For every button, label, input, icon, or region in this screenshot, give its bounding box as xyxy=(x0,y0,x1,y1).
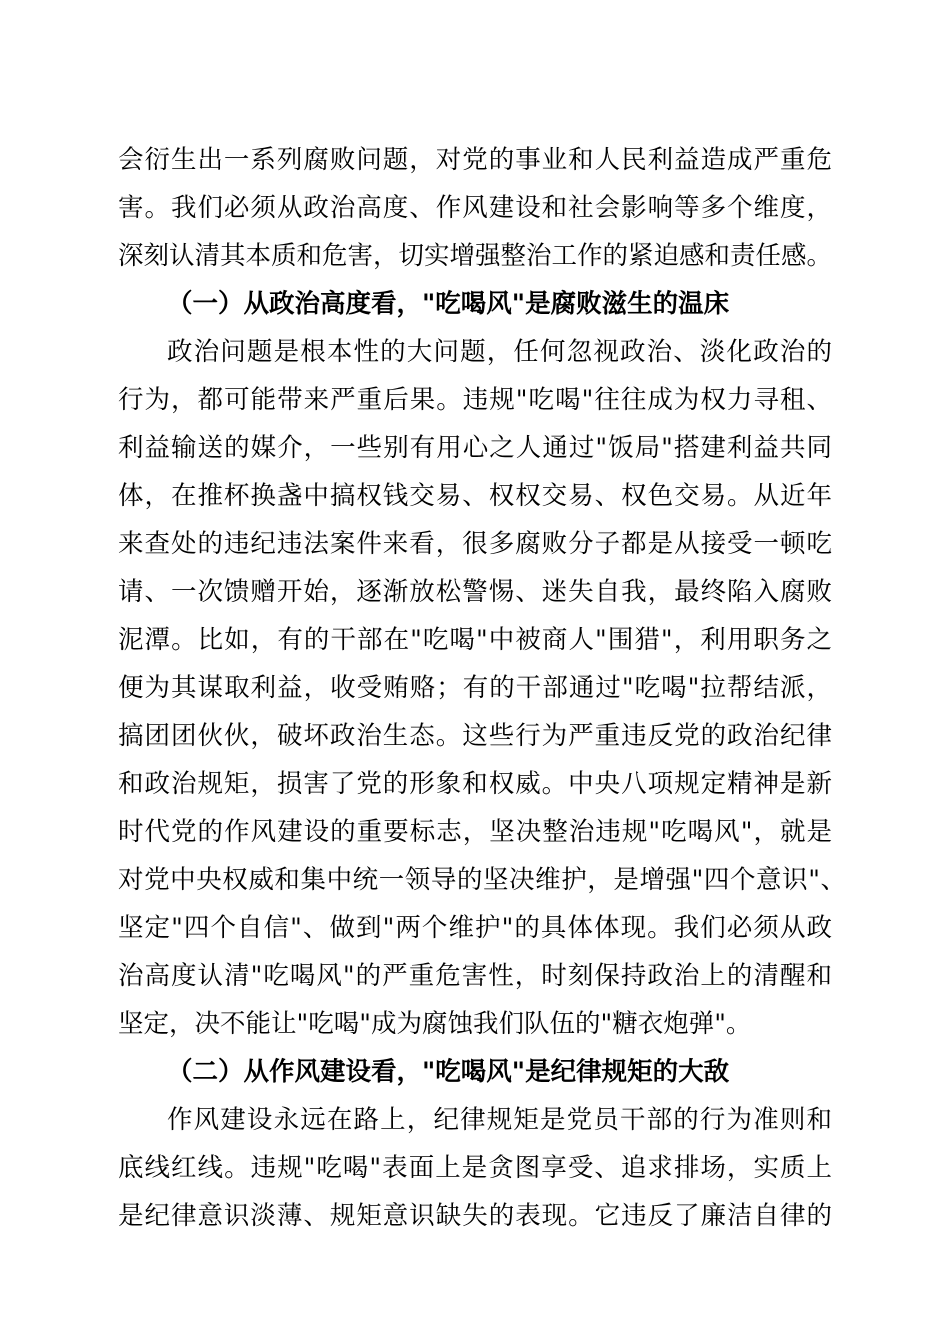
paragraph-line: 对党中央权威和集中统一领导的坚决维护，是增强"四个意识"、 xyxy=(118,865,846,895)
paragraph-line: 坚定，决不能让"吃喝"成为腐蚀我们队伍的"糖衣炮弹"。 xyxy=(118,1009,752,1039)
paragraph-line: 时代党的作风建设的重要标志，坚决整治违规"吃喝风"，就是 xyxy=(118,817,832,847)
paragraph-line: 治高度认清"吃喝风"的严重危害性，时刻保持政治上的清醒和 xyxy=(118,961,832,991)
paragraph-line: 泥潭。比如，有的干部在"吃喝"中被商人"围猎"，利用职务之 xyxy=(118,625,832,655)
paragraph-line: 来查处的违纪违法案件来看，很多腐败分子都是从接受一顿吃 xyxy=(118,529,832,559)
paragraph-line: 是纪律意识淡薄、规矩意识缺失的表现。它违反了廉洁自律的 xyxy=(118,1201,832,1231)
body-text-line: 会衍生出一系列腐败问题，对党的事业和人民利益造成严重危 xyxy=(118,145,832,175)
section-heading-2: （二）从作风建设看，"吃喝风"是纪律规矩的大敌 xyxy=(167,1057,730,1087)
paragraph-line: 作风建设永远在路上，纪律规矩是党员干部的行为准则和 xyxy=(167,1105,832,1135)
paragraph-line: 政治问题是根本性的大问题，任何忽视政治、淡化政治的 xyxy=(167,337,832,367)
paragraph-line: 底线红线。违规"吃喝"表面上是贪图享受、追求排场，实质上 xyxy=(118,1153,832,1183)
paragraph-line: 坚定"四个自信"、做到"两个维护"的具体体现。我们必须从政 xyxy=(118,913,832,943)
paragraph-line: 请、一次馈赠开始，逐渐放松警惕、迷失自我，最终陷入腐败 xyxy=(118,577,832,607)
body-text-line: 害。我们必须从政治高度、作风建设和社会影响等多个维度， xyxy=(118,193,832,223)
paragraph-line: 和政治规矩，损害了党的形象和权威。中央八项规定精神是新 xyxy=(118,769,832,799)
paragraph-line: 便为其谋取利益，收受贿赂；有的干部通过"吃喝"拉帮结派， xyxy=(118,673,832,703)
paragraph-line: 搞团团伙伙，破坏政治生态。这些行为严重违反党的政治纪律 xyxy=(118,721,832,751)
paragraph-line: 体，在推杯换盏中搞权钱交易、权权交易、权色交易。从近年 xyxy=(118,481,832,511)
section-heading-1: （一）从政治高度看，"吃喝风"是腐败滋生的温床 xyxy=(167,289,730,319)
paragraph-line: 利益输送的媒介，一些别有用心之人通过"饭局"搭建利益共同 xyxy=(118,433,832,463)
paragraph-line: 行为，都可能带来严重后果。违规"吃喝"往往成为权力寻租、 xyxy=(118,385,832,415)
body-text-line: 深刻认清其本质和危害，切实增强整治工作的紧迫感和责任感。 xyxy=(118,241,833,271)
